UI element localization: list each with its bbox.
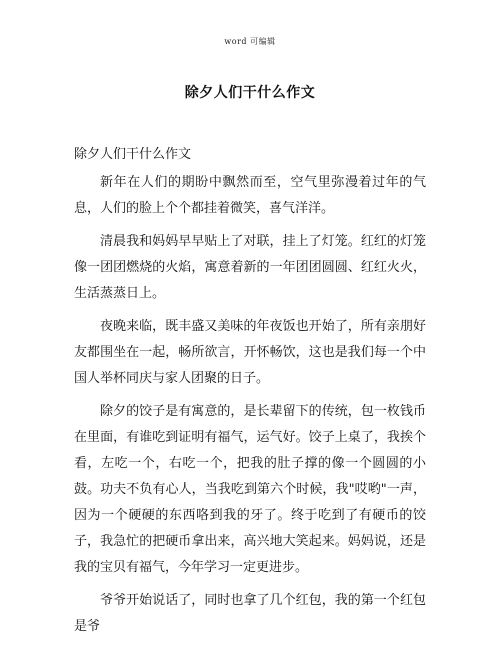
document-title: 除夕人们干什么作文 <box>184 85 316 101</box>
paragraph-4: 除夕的饺子是有寓意的，是长辈留下的传统，包一枚钱币在里面，有谁吃到证明有福气，运气好。饺子上桌了，我挨个看，左吃一个，右吃一个，把我的肚子撑的像一个圆圆的小鼓。功夫不负有心人，当我吃到第六个时候，我"哎哟"一声，因为一个硬硬的东西咯到我的牙了。终于吃到了有硬币的饺子，我急忙的把硬币拿出来，高兴地大笑起来。妈妈说，还是我的宝贝有福气，今年学习一定更进步。 <box>74 404 426 575</box>
paragraph-5: 爷爷开始说话了，同时也拿了几个红包，我的第一个红包是爷 <box>74 593 426 634</box>
document-body <box>74 142 426 647</box>
essay-subtitle: 除夕人们干什么作文 <box>74 147 192 162</box>
paragraph-3: 夜晚来临，既丰盛又美味的年夜饭也开始了，所有亲朋好友都围坐在一起，畅所欲言，开怀畅饮，这也是我们每一个中国人举杯同庆与家人团聚的日子。 <box>74 319 426 386</box>
page-header: word 可编辑 <box>224 37 276 46</box>
paragraph-1: 新年在人们的期盼中飘然而至，空气里弥漫着过年的气息，人们的脸上个个都挂着微笑，喜气洋洋。 <box>74 175 426 216</box>
paragraph-2: 清晨我和妈妈早早贴上了对联，挂上了灯笼。红红的灯笼像一团团燃烧的火焰，寓意着新的一年团团圆圆、红红火火，生活蒸蒸日上。 <box>74 234 426 301</box>
